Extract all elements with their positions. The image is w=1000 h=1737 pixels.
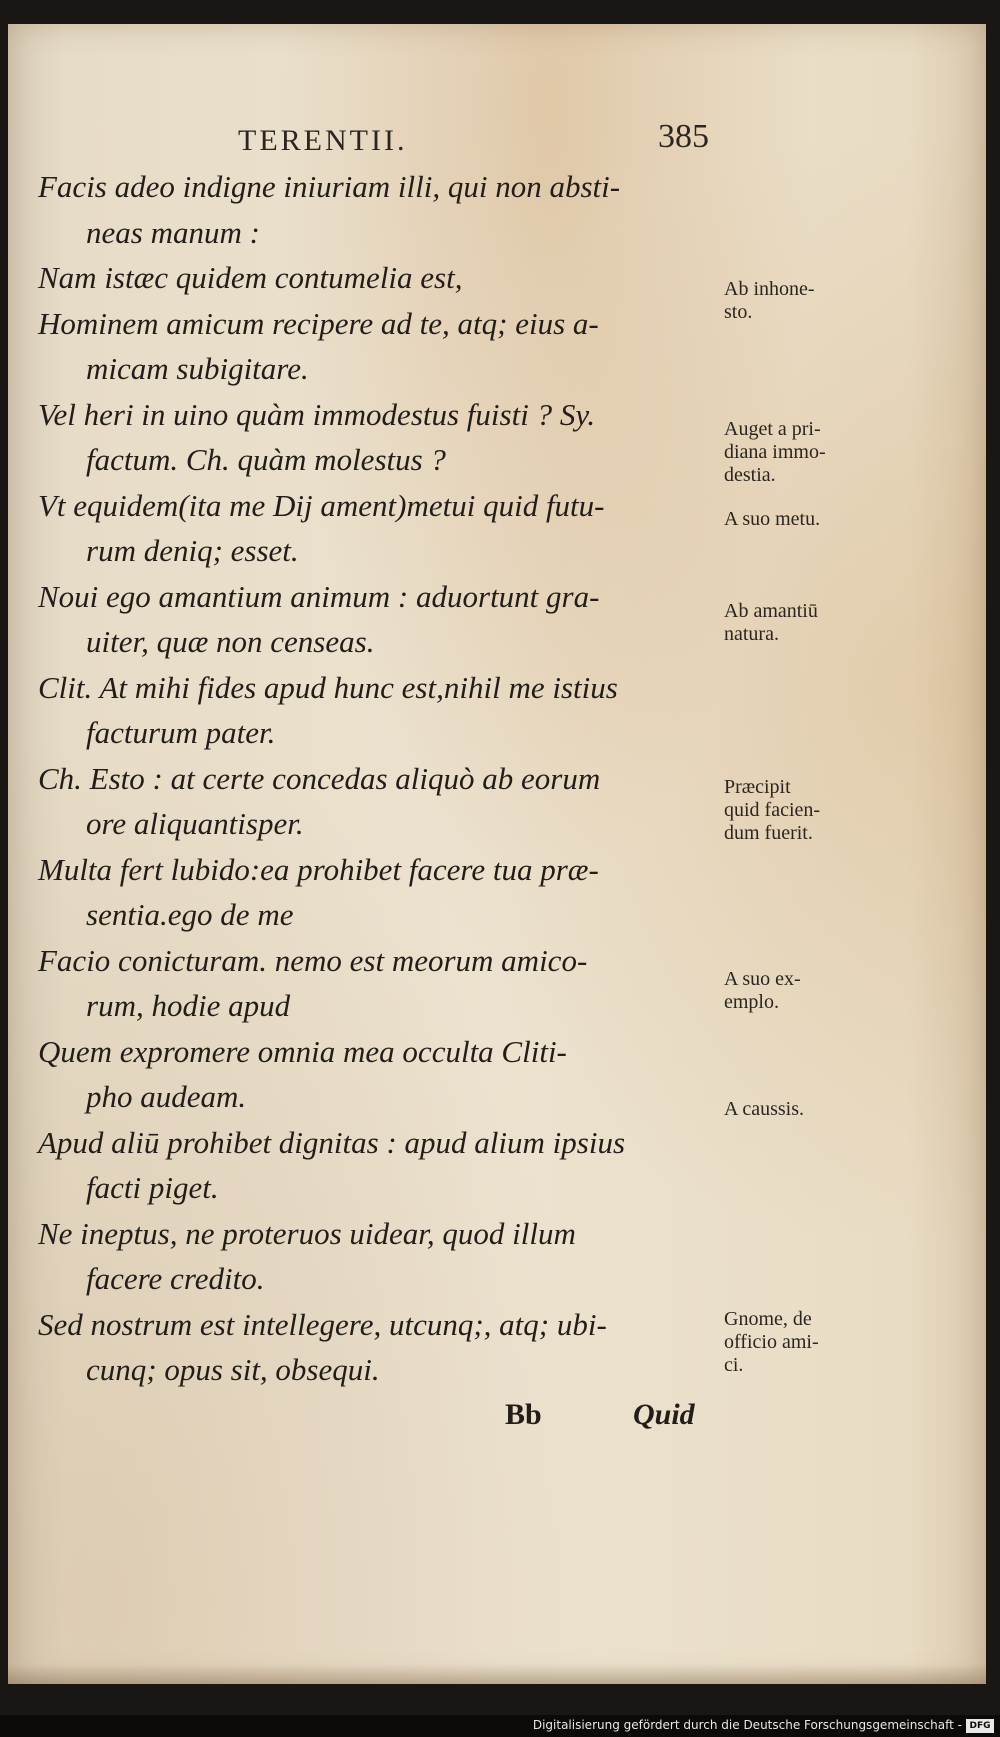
catchword: Quid — [633, 1398, 695, 1431]
signature-mark: Bb — [505, 1398, 542, 1431]
text-line: Noui ego amantium animum : aduortunt gra- — [38, 578, 600, 614]
dfg-logo: DFG — [966, 1719, 994, 1733]
margin-note: Gnome, de officio ami- ci. — [724, 1308, 819, 1376]
running-title: TERENTII. — [238, 124, 408, 157]
text-line: Clit. At mihi fides apud hunc est,nihil me istius — [38, 669, 618, 705]
margin-note: Præcipit quid facien- dum fuerit. — [724, 776, 821, 844]
page-edge-shadow — [8, 1664, 986, 1684]
text-line: micam subigitare. — [86, 351, 309, 386]
text-line: Vt equidem(ita me Dij ament)metui quid futu- — [38, 487, 605, 523]
text-line: uiter, quæ non censeas. — [86, 624, 375, 659]
text-line: Sed nostrum est intellegere, utcunq;, atq; ubi- — [38, 1306, 607, 1342]
margin-note: A caussis. — [724, 1098, 804, 1120]
main-text — [38, 164, 718, 1393]
digitization-credit-bar — [0, 1715, 1000, 1737]
text-line: facere credito. — [86, 1261, 265, 1296]
text-line: Facis adeo indigne iniuriam illi, qui non absti- — [38, 169, 621, 204]
margin-note: A suo ex- emplo. — [724, 968, 801, 1013]
text-line: facti piget. — [86, 1170, 219, 1205]
text-line: sentia.ego de me — [86, 897, 294, 932]
margin-note: Auget a pri- diana immo- destia. — [724, 418, 826, 486]
digitization-credit: Digitalisierung gefördert durch die Deutsche Forschungsgemeinschaft - — [532, 1718, 962, 1732]
text-line: Hominem amicum recipere ad te, atq; eius a- — [38, 305, 599, 341]
margin-note: A suo metu. — [724, 508, 821, 530]
text-line: Quem expromere omnia mea occulta Cliti- — [38, 1033, 567, 1069]
text-line: rum, hodie apud — [86, 988, 291, 1023]
text-line: Facio conicturam. nemo est meorum amico- — [38, 942, 588, 978]
text-line: ore aliquantisper. — [86, 806, 304, 841]
text-line: pho audeam. — [86, 1079, 247, 1114]
text-line: cunq; opus sit, obsequi. — [86, 1352, 380, 1387]
text-line: Vel heri in uino quàm immodestus fuisti ? Sy. — [38, 396, 596, 432]
text-line: Nam istæc quidem contumelia est, — [38, 260, 463, 295]
text-line: rum deniq; esset. — [86, 533, 299, 568]
text-line: facturum pater. — [86, 715, 276, 750]
text-line: neas manum : — [86, 214, 260, 250]
text-line: Ch. Esto : at certe concedas aliquò ab eorum — [38, 760, 601, 796]
book-page — [8, 24, 986, 1684]
text-line: factum. Ch. quàm molestus ? — [86, 442, 446, 477]
page-number: 385 — [658, 118, 709, 155]
margin-note: Ab amantiū natura. — [724, 600, 818, 645]
margin-note: Ab inhone- sto. — [724, 278, 815, 323]
text-line: Ne ineptus, ne proteruos uidear, quod illum — [38, 1215, 576, 1251]
page-header — [8, 118, 986, 164]
page-footer — [8, 1398, 986, 1438]
text-line: Multa fert lubido:ea prohibet facere tua præ- — [38, 851, 599, 887]
text-line: Apud aliū prohibet dignitas : apud alium ipsius — [38, 1124, 626, 1160]
